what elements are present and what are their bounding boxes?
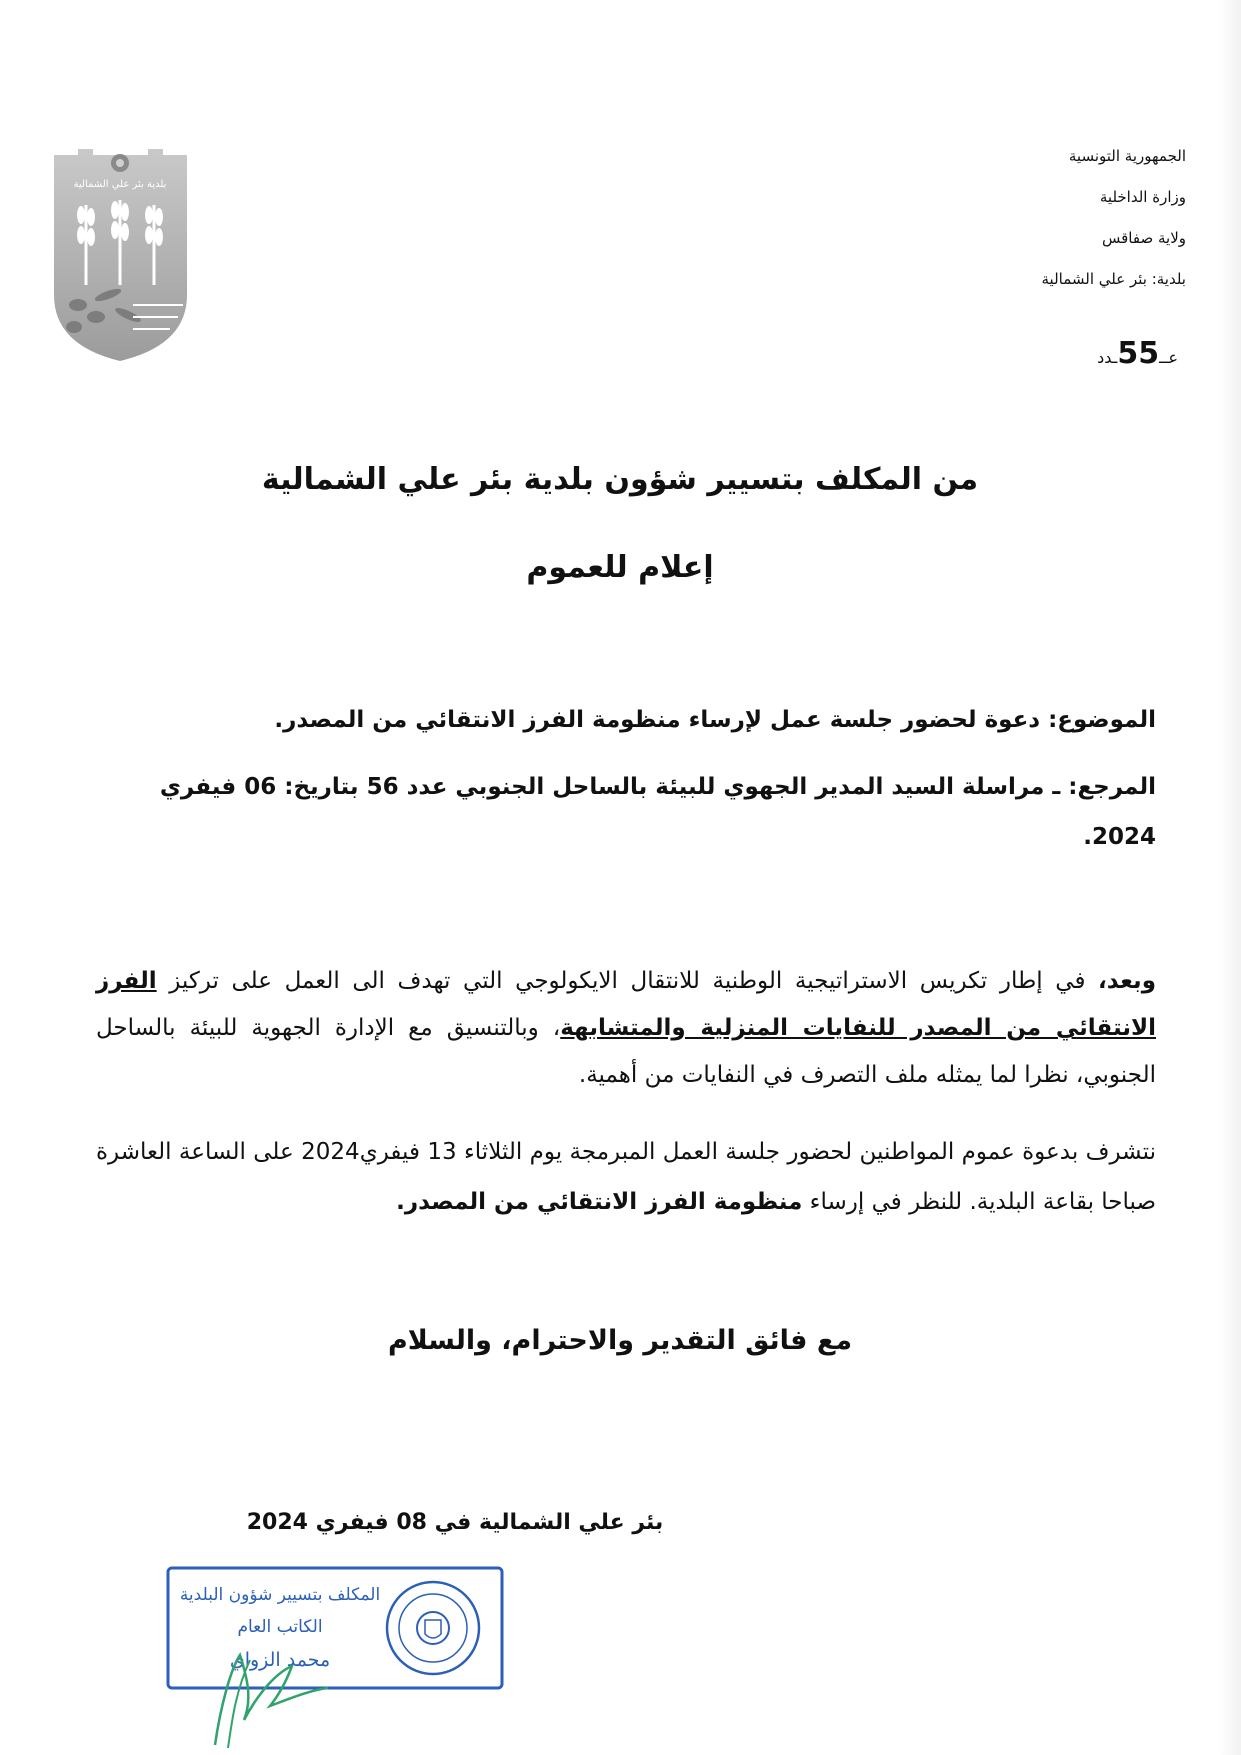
reference-number	[1097, 336, 1178, 371]
issuer-title: من المكلف بتسيير شؤون بلدية بئر علي الشمالية	[261, 462, 979, 497]
ref-suffix: ـدد	[1097, 348, 1118, 367]
ref-number-value: 55	[1117, 336, 1160, 371]
stamp-line-2: الكاتب العام	[237, 1617, 323, 1637]
paragraph1-underlined: الفرز الانتقائي من المصدر للنفايات المنزلية والمتشابهة	[96, 968, 1156, 1041]
subject-line: الموضوع: دعوة لحضور جلسة عمل لإرساء منظومة الفرز الانتقائي من المصدر.	[274, 707, 1156, 733]
announcement-title: إعلام للعموم	[526, 550, 714, 585]
paragraph2-text: نتشرف بدعوة عموم المواطنين لحضور جلسة العمل المبرمجة يوم الثلاثاء 13 فيفري2024 على الساعة العاشرة صباحا بقاعة البلدية. للنظر في إرساء	[96, 1139, 1157, 1215]
emblem-text: بلدية بئر علي الشمالية	[73, 179, 167, 190]
municipal-emblem-icon	[48, 145, 193, 365]
body-paragraph-1	[96, 958, 1156, 1099]
place-date: بئر علي الشمالية في 08 فيفري 2024	[246, 1510, 664, 1535]
seal-emblem-icon	[417, 1612, 449, 1644]
ref-prefix: عــ	[1159, 348, 1178, 367]
ministry-line: وزارة الداخلية	[1099, 188, 1186, 206]
official-stamp	[160, 1560, 510, 1750]
letterhead	[926, 146, 1186, 310]
paragraph-lead: وبعد،	[1098, 968, 1156, 994]
stamp-line-1: المكلف بتسيير شؤون البلدية	[179, 1585, 381, 1605]
paragraph2-bold: منظومة الفرز الانتقائي من المصدر.	[396, 1189, 803, 1215]
reference-line: المرجع: ـ مراسلة السيد المدير الجهوي للبيئة بالساحل الجنوبي عدد 56 بتاريخ: 06 فيفري 2024.	[159, 774, 1156, 850]
municipality-line: بلدية: بئر علي الشمالية	[1041, 270, 1186, 288]
closing-salutation: مع فائق التقدير والاحترام، والسلام	[387, 1325, 853, 1356]
paragraph1-text-b: ، وبالتنسيق مع الإدارة الجهوية للبيئة بالساحل الجنوبي، نظرا لما يمثله ملف التصرف في النفايات من أهمية.	[96, 1015, 1156, 1088]
governorate-line: ولاية صفاقس	[1102, 229, 1186, 247]
republic-line: الجمهورية التونسية	[1068, 147, 1186, 165]
body-paragraph-2	[96, 1127, 1156, 1227]
page-edge-shadow	[1219, 0, 1241, 1755]
paragraph1-text-a: في إطار تكريس الاستراتيجية الوطنية للانتقال الايكولوجي التي تهدف الى العمل على تركيز	[156, 968, 1099, 994]
stamp-line-3: محمد الزواي	[229, 1649, 331, 1671]
